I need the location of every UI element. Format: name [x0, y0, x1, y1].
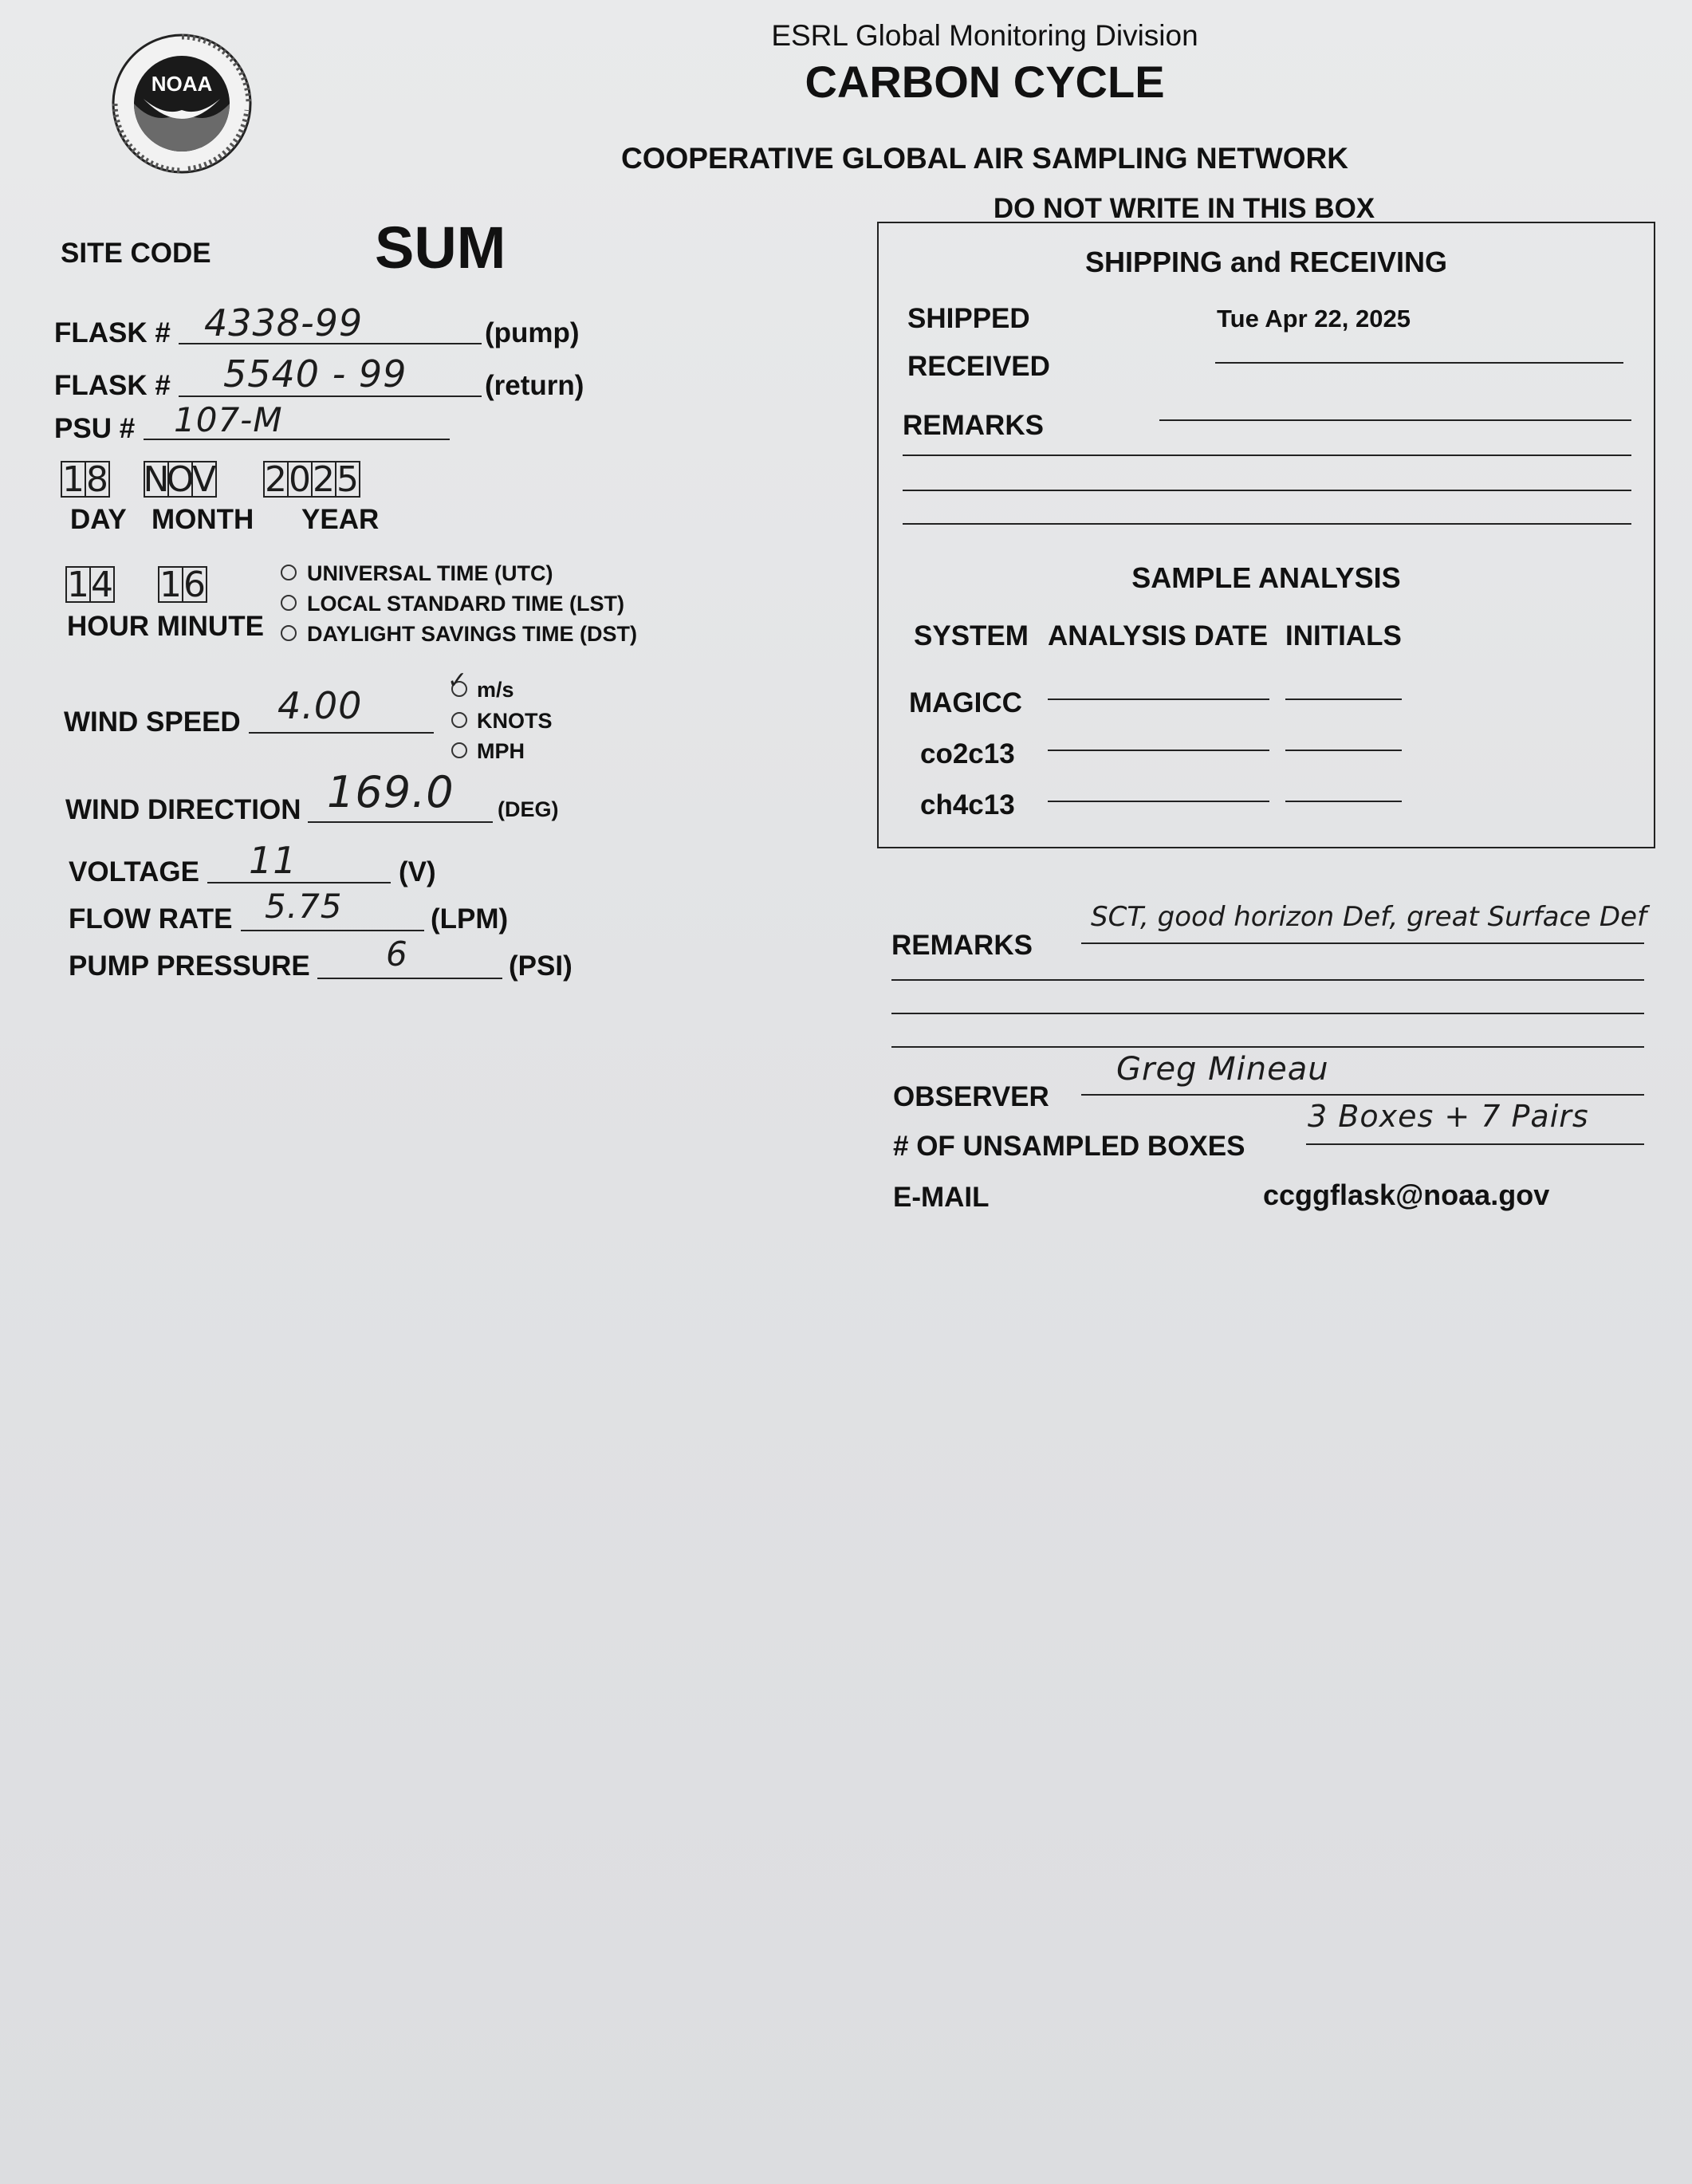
system-col-header: SYSTEM [914, 620, 1029, 651]
year-digit-1[interactable]: 2 [265, 458, 287, 500]
minute-digit-1[interactable]: 1 [159, 564, 182, 605]
day-digit-2[interactable]: 8 [86, 458, 108, 500]
month-label: MONTH [151, 504, 254, 535]
division-heading: ESRL Global Monitoring Division [771, 19, 1198, 52]
shipping-title: SHIPPING and RECEIVING [1084, 246, 1448, 278]
observer-line [1081, 1094, 1644, 1096]
ms-checkmark-icon: ✓ [447, 667, 468, 695]
observer-label: OBSERVER [893, 1081, 1049, 1112]
noaa-logo-icon [112, 33, 252, 174]
initials-col-header: INITIALS [1285, 620, 1402, 651]
day-label: DAY [70, 504, 127, 535]
lst-radio[interactable] [281, 595, 297, 611]
minute-digit-2[interactable]: 6 [183, 564, 206, 605]
mph-label: MPH [477, 739, 525, 763]
month-letter-1[interactable]: N [143, 458, 170, 500]
wind-direction-suffix: (DEG) [498, 797, 559, 821]
dst-label: DAYLIGHT SAVINGS TIME (DST) [307, 622, 638, 646]
remarks-line-1 [1081, 942, 1644, 944]
flow-rate-value[interactable]: 5.75 [265, 887, 343, 926]
co2c13-initials-line [1285, 750, 1402, 751]
remarks-value[interactable]: SCT, good horizon Def, great Surface Def [1091, 901, 1647, 933]
network-heading: COOPERATIVE GLOBAL AIR SAMPLING NETWORK [621, 142, 1348, 175]
noaa-logo-text: NOAA [151, 72, 213, 96]
mph-radio[interactable] [451, 742, 467, 758]
voltage-label: VOLTAGE [69, 856, 199, 887]
wind-direction-line [308, 821, 493, 823]
co2c13-date-line [1048, 750, 1269, 751]
observer-value[interactable]: Greg Mineau [1116, 1051, 1329, 1088]
hour-minute-label: HOUR MINUTE [67, 611, 264, 642]
ch4c13-date-line [1048, 801, 1269, 802]
remarks-line-3 [891, 1013, 1644, 1014]
shipping-remarks-line-4 [903, 523, 1631, 525]
pump-pressure-line [317, 978, 502, 979]
wind-speed-label: WIND SPEED [64, 706, 241, 738]
hour-digit-2[interactable]: 4 [91, 564, 113, 605]
year-label: YEAR [301, 504, 380, 535]
wind-speed-value[interactable]: 4.00 [277, 684, 363, 727]
received-label: RECEIVED [907, 351, 1050, 382]
shipping-remarks-line-2 [903, 455, 1631, 456]
system-magicc: MAGICC [909, 687, 1022, 718]
voltage-suffix: (V) [399, 856, 436, 887]
page-title: CARBON CYCLE [805, 57, 1165, 107]
utc-label: UNIVERSAL TIME (UTC) [307, 561, 553, 585]
ch4c13-initials-line [1285, 801, 1402, 802]
flask-pump-suffix: (pump) [485, 317, 580, 348]
flask-return-value[interactable]: 5540 - 99 [223, 352, 407, 395]
shipped-value: Tue Apr 22, 2025 [1217, 305, 1411, 333]
ms-label: m/s [477, 678, 514, 702]
hour-digit-1[interactable]: 1 [67, 564, 89, 605]
magicc-date-line [1048, 698, 1269, 700]
flow-rate-line [241, 930, 424, 931]
analysis-date-col-header: ANALYSIS DATE [1048, 620, 1269, 651]
shipping-remarks-label: REMARKS [903, 410, 1044, 441]
month-letter-2[interactable]: O [166, 458, 195, 500]
dst-radio[interactable] [281, 625, 297, 641]
utc-radio[interactable] [281, 565, 297, 580]
shipping-remarks-line-3 [903, 490, 1631, 491]
magicc-initials-line [1285, 698, 1402, 700]
psu-value[interactable]: 107-M [174, 400, 283, 439]
received-line [1215, 362, 1623, 364]
do-not-write-label: DO NOT WRITE IN THIS BOX [993, 193, 1375, 224]
knots-label: KNOTS [477, 709, 553, 733]
remarks-label: REMARKS [891, 930, 1033, 961]
wind-direction-label: WIND DIRECTION [65, 794, 301, 825]
email-value: ccggflask@noaa.gov [1263, 1179, 1550, 1211]
noaa-logo [112, 33, 252, 174]
system-co2c13: co2c13 [920, 738, 1015, 769]
year-digit-3[interactable]: 2 [313, 458, 335, 500]
flask-return-suffix: (return) [485, 370, 584, 401]
shipping-remarks-line-1 [1159, 419, 1631, 421]
wind-speed-line [249, 732, 434, 734]
flask-pump-value[interactable]: 4338-99 [204, 301, 364, 344]
year-digit-2[interactable]: 0 [289, 458, 311, 500]
flow-rate-label: FLOW RATE [69, 903, 233, 935]
email-label: E-MAIL [893, 1182, 990, 1213]
voltage-line [207, 882, 391, 883]
pump-pressure-value[interactable]: 6 [386, 935, 408, 974]
flask-return-label: FLASK # [54, 370, 171, 401]
unsampled-boxes-label: # OF UNSAMPLED BOXES [893, 1131, 1245, 1162]
voltage-value[interactable]: 11 [249, 839, 297, 882]
psu-label: PSU # [54, 413, 136, 444]
lst-label: LOCAL STANDARD TIME (LST) [307, 592, 624, 616]
wind-direction-value[interactable]: 169.0 [327, 767, 454, 817]
year-digit-4[interactable]: 5 [336, 458, 359, 500]
pump-pressure-suffix: (PSI) [509, 950, 573, 982]
flask-return-line [179, 395, 482, 397]
shipped-label: SHIPPED [907, 303, 1030, 334]
flask-pump-label: FLASK # [54, 317, 171, 348]
knots-radio[interactable] [451, 712, 467, 728]
site-code-value: SUM [375, 214, 506, 281]
pump-pressure-label: PUMP PRESSURE [69, 950, 310, 982]
unsampled-boxes-value[interactable]: 3 Boxes + 7 Pairs [1308, 1099, 1589, 1134]
remarks-line-2 [891, 979, 1644, 981]
remarks-line-4 [891, 1046, 1644, 1048]
unsampled-boxes-line [1306, 1143, 1644, 1145]
system-ch4c13: ch4c13 [920, 789, 1015, 820]
site-code-label: SITE CODE [61, 238, 211, 269]
day-digit-1[interactable]: 1 [62, 458, 85, 500]
sample-analysis-title: SAMPLE ANALYSIS [1131, 561, 1401, 594]
flow-rate-suffix: (LPM) [431, 903, 509, 935]
month-letter-3[interactable]: V [191, 458, 217, 500]
